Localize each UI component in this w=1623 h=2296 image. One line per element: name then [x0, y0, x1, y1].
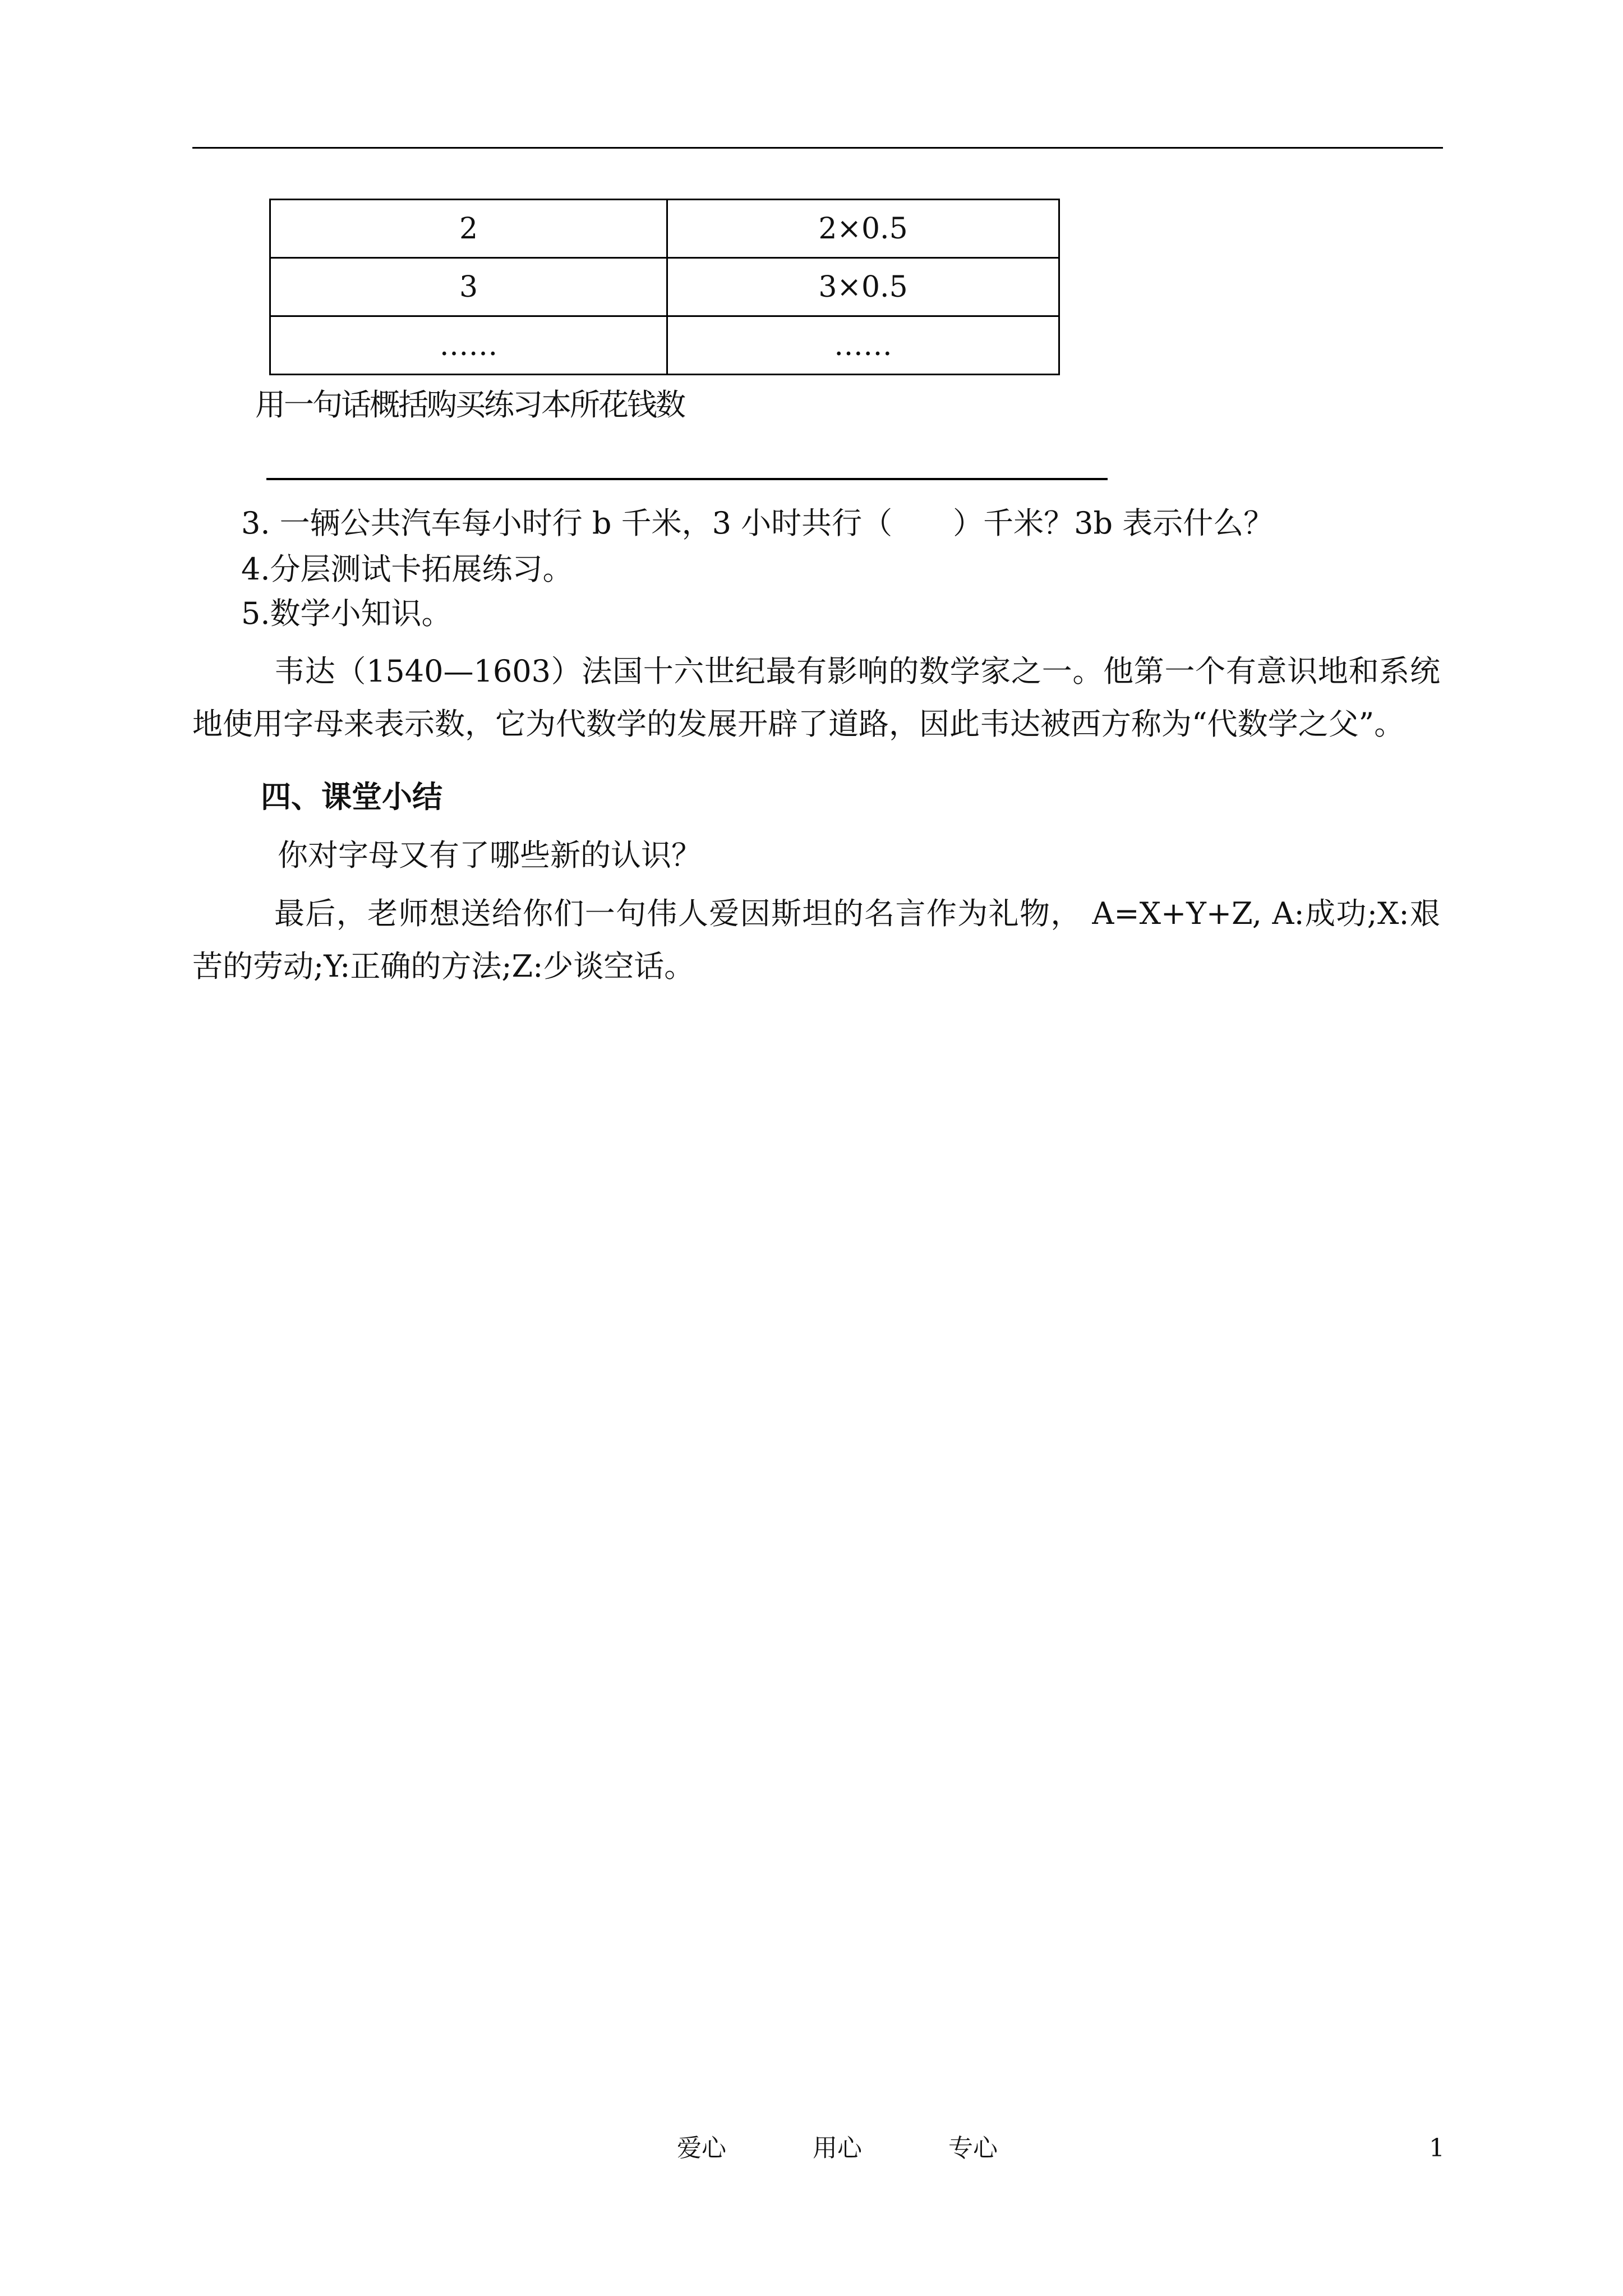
table-cell: 3	[270, 258, 667, 316]
section-heading: 四、课堂小结	[261, 779, 442, 815]
einstein-quote-paragraph: 最后，老师想送给你们一句伟人爱因斯坦的名言作为礼物， A=X+Y+Z, A:成功;X:艰苦的劳动;Y:正确的方法;Z:少谈空话。	[192, 896, 1440, 984]
question-4: 4.分层测试卡拓展练习。	[241, 551, 573, 587]
footer-motto-item: 爱心	[677, 2134, 726, 2162]
table-row	[270, 258, 1059, 316]
question-5: 5.数学小知识。	[241, 596, 452, 631]
table-cell: 3×0.5	[667, 258, 1059, 316]
page-number: 1	[1429, 2134, 1445, 2162]
table-cell: ……	[270, 316, 667, 375]
table-row	[270, 200, 1059, 258]
answer-blank-line	[266, 478, 1108, 480]
reflection-question: 你对字母又有了哪些新的认识？	[278, 838, 702, 873]
question-3: 3. 一辆公共汽车每小时行 b 千米，3 小时共行（ ）千米？3b 表示什么？	[241, 505, 1274, 541]
table-cell: ……	[667, 316, 1059, 375]
table-cell: 2	[270, 200, 667, 258]
vieta-paragraph: 韦达（1540—1603）法国十六世纪最有影响的数学家之一。他第一个有意识地和系统地使用字母来表示数，它为代数学的发展开辟了道路，因此韦达被西方称为“代数学之父”。	[192, 654, 1440, 742]
header-rule	[192, 147, 1443, 149]
summary-prompt: 用一句话概括购买练习本所花钱数	[255, 387, 684, 422]
data-table	[269, 199, 1060, 375]
table-cell: 2×0.5	[667, 200, 1059, 258]
table-row	[270, 316, 1059, 375]
footer-motto-item: 专心	[948, 2134, 998, 2162]
footer-motto-item: 用心	[813, 2134, 862, 2162]
footer-motto	[677, 2132, 1043, 2165]
